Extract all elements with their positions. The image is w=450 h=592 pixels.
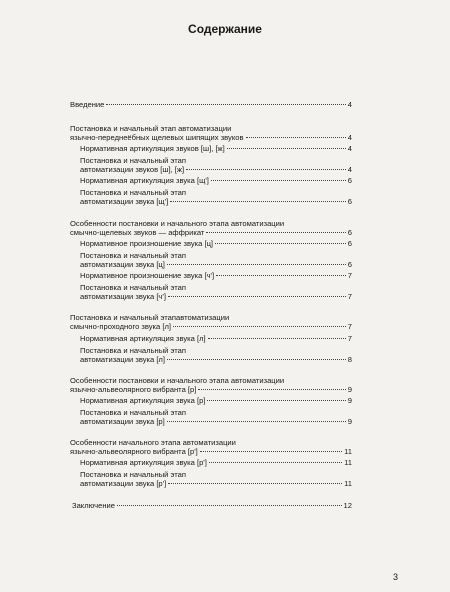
toc-entry-lead: Постановка и начальный этап bbox=[80, 408, 186, 417]
toc-page-number: 4 bbox=[347, 133, 352, 142]
toc-entry-lead: Постановка и начальный этапавтоматизации bbox=[70, 313, 230, 322]
toc-entry bbox=[80, 144, 352, 153]
toc-entry-text: автоматизации звука [р] bbox=[80, 417, 165, 426]
toc-entry-text: смычно-щелевых звуков — аффрикат bbox=[70, 228, 205, 237]
toc-leader bbox=[246, 136, 346, 138]
toc-leader bbox=[209, 461, 342, 463]
toc-entry-lead: Особенности постановки и начального этапа автоматизации bbox=[70, 219, 285, 228]
toc-page-number: 4 bbox=[347, 100, 352, 109]
toc-leader bbox=[207, 399, 345, 401]
toc-leader bbox=[168, 482, 342, 484]
toc-page-number: 11 bbox=[344, 458, 352, 467]
toc-leader bbox=[206, 231, 345, 233]
toc-page-number: 6 bbox=[347, 197, 352, 206]
toc-page-number: 12 bbox=[343, 501, 352, 510]
toc-entry bbox=[80, 197, 352, 206]
toc-leader bbox=[208, 337, 346, 339]
toc-entry-text: язычно-переднеёбных щелевых шипящих звуков bbox=[70, 133, 244, 142]
toc-entry-lead: Постановка и начальный этап bbox=[80, 188, 186, 197]
toc-entry-text: Нормативная артикуляция звука [р] bbox=[80, 396, 206, 405]
toc-entry-lead: Особенности постановки и начального этапа автоматизации bbox=[70, 376, 285, 385]
toc-entry bbox=[80, 176, 352, 185]
toc-entry-text: язычно-альвеолярного вибранта [р] bbox=[70, 385, 197, 394]
toc-entry bbox=[80, 479, 352, 488]
toc-leader bbox=[198, 388, 345, 390]
toc-entry-text: Введение bbox=[70, 100, 105, 109]
toc-entry-lead: Постановка и начальный этап bbox=[80, 156, 186, 165]
toc-leader bbox=[168, 295, 346, 297]
toc-entry bbox=[80, 165, 352, 174]
toc-entry bbox=[70, 322, 352, 331]
toc-entry bbox=[72, 501, 352, 510]
toc-page-number: 4 bbox=[347, 165, 352, 174]
toc-leader bbox=[227, 147, 346, 149]
toc-page-number: 11 bbox=[344, 479, 352, 488]
toc-entry bbox=[80, 396, 352, 405]
toc-leader bbox=[117, 504, 342, 506]
toc-page-number: 6 bbox=[347, 176, 352, 185]
toc-leader bbox=[167, 358, 346, 360]
toc-entry-text: Нормативная артикуляция звука [л] bbox=[80, 334, 206, 343]
toc-leader bbox=[167, 263, 346, 265]
toc-entry-text: Нормативное произношение звука [ч'] bbox=[80, 271, 215, 280]
toc-entry bbox=[80, 355, 352, 364]
toc-entry bbox=[70, 447, 352, 456]
toc-page-number: 7 bbox=[347, 271, 352, 280]
toc-leader bbox=[211, 179, 346, 181]
toc-entry-text: смычно-проходного звука [л] bbox=[70, 322, 172, 331]
toc-leader bbox=[170, 200, 346, 202]
toc-entry bbox=[80, 239, 352, 248]
toc-leader bbox=[167, 420, 346, 422]
toc-page-number: 7 bbox=[347, 322, 352, 331]
toc-entry bbox=[80, 417, 352, 426]
toc-entry-text: автоматизации звука [л] bbox=[80, 355, 165, 364]
toc-entry-text: Нормативная артикуляция звуков [ш], [ж] bbox=[80, 144, 225, 153]
toc-page-number: 9 bbox=[347, 417, 352, 426]
toc-entry-lead: Постановка и начальный этап bbox=[80, 346, 186, 355]
toc-entry-text: язычно-альвеолярного вибранта [р'] bbox=[70, 447, 198, 456]
toc-page-number: 6 bbox=[347, 260, 352, 269]
toc-entry-text: автоматизации звука [ч'] bbox=[80, 292, 166, 301]
toc-page-number: 6 bbox=[347, 228, 352, 237]
toc-entry bbox=[80, 458, 352, 467]
toc-entry bbox=[70, 385, 352, 394]
toc-leader bbox=[173, 325, 346, 327]
toc-leader bbox=[106, 103, 345, 105]
toc-entry bbox=[80, 334, 352, 343]
toc-entry-text: Нормативная артикуляция звука [щ'] bbox=[80, 176, 209, 185]
toc-entry bbox=[70, 100, 352, 109]
toc-entry-lead: Постановка и начальный этап bbox=[80, 470, 186, 479]
page-number: 3 bbox=[392, 572, 398, 582]
toc-entry bbox=[80, 271, 352, 280]
toc-page-number: 7 bbox=[347, 334, 352, 343]
toc-entry-text: Заключение bbox=[72, 501, 116, 510]
toc-leader bbox=[200, 450, 342, 452]
toc-page-number: 8 bbox=[347, 355, 352, 364]
toc-entry-text: Нормативная артикуляция звука [р'] bbox=[80, 458, 207, 467]
toc-leader bbox=[186, 168, 346, 170]
toc-entry-lead: Постановка и начальный этап bbox=[80, 283, 186, 292]
toc-page-number: 6 bbox=[347, 239, 352, 248]
toc-entry-lead: Постановка и начальный этап автоматизации bbox=[70, 124, 232, 133]
toc-leader bbox=[216, 274, 346, 276]
toc-entry bbox=[70, 228, 352, 237]
toc-page-number: 4 bbox=[347, 144, 352, 153]
toc-entry-lead: Особенности начального этапа автоматизации bbox=[70, 438, 236, 447]
toc-entry-lead: Постановка и начальный этап bbox=[80, 251, 186, 260]
toc-page-number: 11 bbox=[344, 447, 352, 456]
toc-entry-text: автоматизации звука [р'] bbox=[80, 479, 167, 488]
toc-page-number: 9 bbox=[347, 385, 352, 394]
toc-entry bbox=[80, 292, 352, 301]
toc-entry-text: автоматизации звука [щ'] bbox=[80, 197, 169, 206]
toc-entry bbox=[80, 260, 352, 269]
toc-leader bbox=[215, 242, 346, 244]
toc-entry-text: автоматизации звуков [ш], [ж] bbox=[80, 165, 185, 174]
toc-entry-text: автоматизации звука [ц] bbox=[80, 260, 165, 269]
page-title: Содержание bbox=[188, 22, 262, 36]
toc-entry-text: Нормативное произношение звука [ц] bbox=[80, 239, 214, 248]
toc-page-number: 9 bbox=[347, 396, 352, 405]
toc-entry bbox=[70, 133, 352, 142]
toc-page-number: 7 bbox=[347, 292, 352, 301]
